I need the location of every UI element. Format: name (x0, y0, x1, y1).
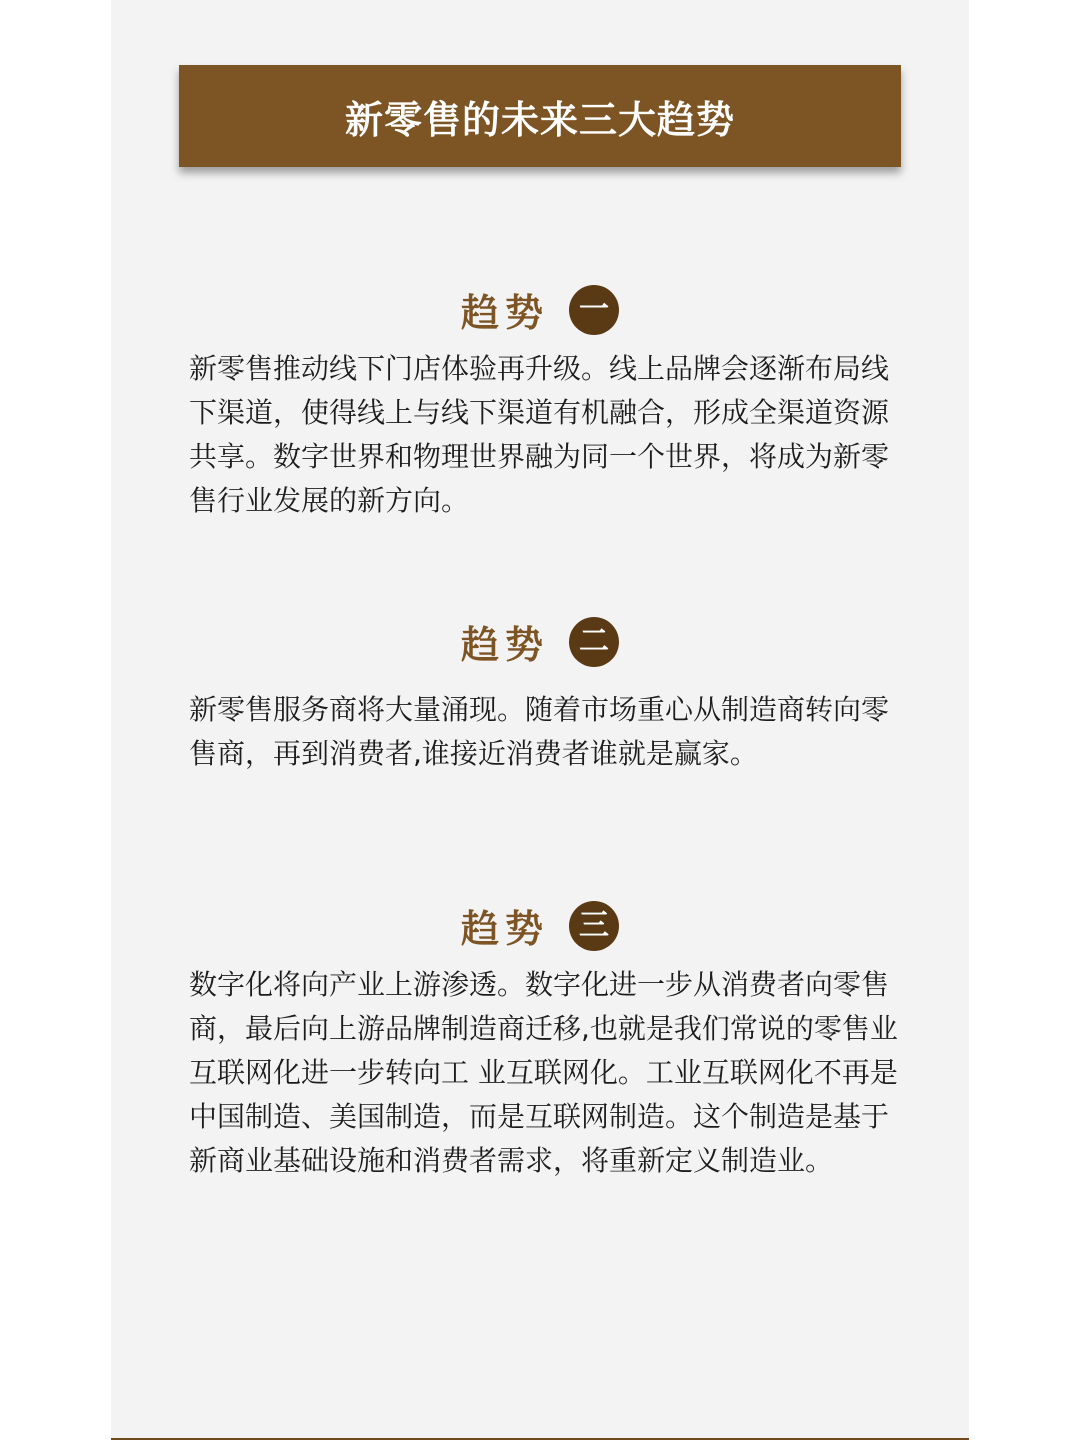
page-title: 新零售的未来三大趋势 (344, 97, 735, 142)
trend-3-number-badge: 三 (569, 901, 619, 951)
trend-3-label: 趋势 (460, 907, 549, 951)
trend-3-text: 数字化将向产业上游渗透。数字化进一步从消费者向零售商，最后向上游品牌制造商迁移,也就是我们常说的零售业互联网化进一步转向工 业互联网化。工业互联网化不再是中国制造、美国制造，而是互联网制造。这个制造是基于新商业基础设施和消费者需求，将重新定义制造业。 (189, 968, 898, 1177)
trend-1-label: 趋势 (460, 291, 549, 335)
trend-1-text: 新零售推动线下门店体验再升级。线上品牌会逐渐布局线下渠道，使得线上与线下渠道有机融合，形成全渠道资源共享。数字世界和物理世界融为同一个世界，将成为新零售行业发展的新方向。 (189, 352, 890, 517)
trend-1-number-badge: 一 (569, 285, 619, 335)
trend-2-number-badge: 二 (569, 617, 619, 667)
trend-1-heading (0, 282, 1080, 337)
trend-3-heading (0, 898, 1080, 953)
trend-2-label: 趋势 (460, 623, 549, 667)
title-banner (179, 65, 901, 167)
trend-2-heading (0, 614, 1080, 669)
trend-2-text: 新零售服务商将大量涌现。随着市场重心从制造商转向零售商，再到消费者,谁接近消费者谁就是赢家。 (189, 693, 890, 770)
